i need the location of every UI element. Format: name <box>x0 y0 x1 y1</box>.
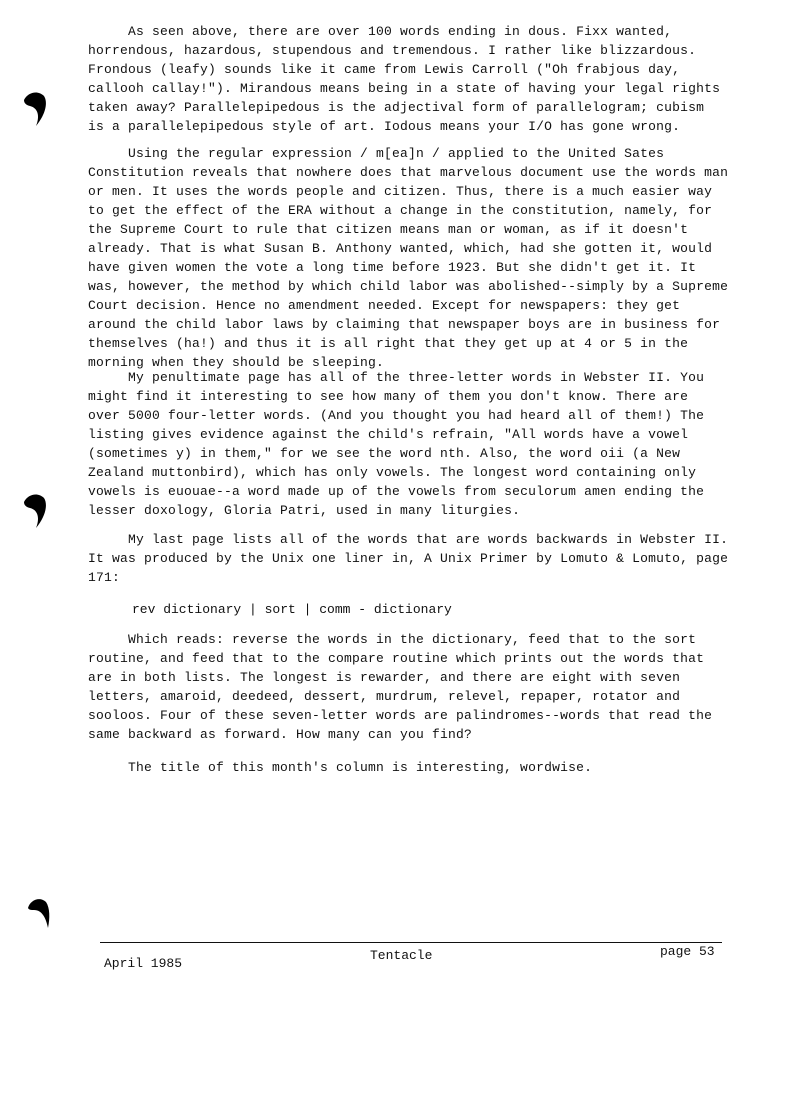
paragraph-dous-words <box>88 22 728 136</box>
text-line: The title of this month's column is interesting, wordwise. <box>128 760 593 775</box>
text-line: are in both lists. The longest is rewarder, and there are eight with seven <box>88 670 681 685</box>
text-line: vowels is euouae--a word made up of the vowels from seculorum amen ending the <box>88 484 705 499</box>
hole-punch-mark-2 <box>22 490 48 530</box>
text-line: was, however, the method by which child labor was abolished--simply by a Supreme <box>88 279 729 294</box>
text-line: listing gives evidence against the child's refrain, "All words have a vowel <box>88 427 689 442</box>
text-line: lesser doxology, Gloria Patri, used in many liturgies. <box>88 503 521 518</box>
text-line: Using the regular expression / m[ea]n / applied to the United Sates <box>128 146 665 161</box>
footer-publication-title: Tentacle <box>370 948 433 963</box>
text-line: over 5000 four-letter words. (And you thought you had heard all of them!) The <box>88 408 705 423</box>
footer-page-number: page 53 <box>660 944 715 959</box>
text-line: might find it interesting to see how many of them you don't know. There are <box>88 389 689 404</box>
text-line: Which reads: reverse the words in the dictionary, feed that to the sort <box>128 632 697 647</box>
text-line: It was produced by the Unix one liner in, A Unix Primer by Lomuto & Lomuto, page <box>88 551 729 566</box>
text-line: As seen above, there are over 100 words ending in dous. Fixx wanted, <box>128 24 673 39</box>
footer-date: April 1985 <box>104 956 183 971</box>
unix-command: rev dictionary | sort | comm - dictionary <box>132 602 452 617</box>
text-line: Frondous (leafy) sounds like it came from Lewis Carroll ("Oh frabjous day, <box>88 62 681 77</box>
text-line: same backward as forward. How many can you find? <box>88 727 473 742</box>
text-line: themselves (ha!) and thus it is all right that they get up at 4 or 5 in the <box>88 336 689 351</box>
text-line: horrendous, hazardous, stupendous and tremendous. I rather like blizzardous. <box>88 43 697 58</box>
text-line: the Supreme Court to rule that citizen means man or woman, as if it doesn't <box>88 222 689 237</box>
paragraph-backwards-words <box>88 530 728 587</box>
text-line: to get the effect of the ERA without a change in the constitution, namely, for <box>88 203 713 218</box>
text-line: or men. It uses the words people and citizen. Thus, there is a much easier way <box>88 184 713 199</box>
hole-punch-mark-1 <box>22 88 48 128</box>
text-line: is a parallelepipedous style of art. Iodous means your I/O has gone wrong. <box>88 119 681 134</box>
footer-rule <box>100 942 722 943</box>
paragraph-which-reads <box>88 630 728 744</box>
text-line: My last page lists all of the words that are words backwards in Webster II. <box>128 532 729 547</box>
text-line: around the child labor laws by claiming that newspaper boys are in business for <box>88 317 721 332</box>
text-line: already. That is what Susan B. Anthony wanted, which, had she gotten it, would <box>88 241 713 256</box>
text-line: morning when they should be sleeping. <box>88 355 385 370</box>
text-line: 171: <box>88 570 121 585</box>
text-line: letters, amaroid, deedeed, dessert, murdrum, relevel, repaper, rotator and <box>88 689 681 704</box>
text-line: (sometimes y) in them," for we see the word nth. Also, the word oii (a New <box>88 446 681 461</box>
text-line: Constitution reveals that nowhere does that marvelous document use the words man <box>88 165 729 180</box>
paragraph-closing <box>88 758 728 777</box>
text-line: Court decision. Hence no amendment needed. Except for newspapers: they get <box>88 298 681 313</box>
text-line: have given women the vote a long time before 1923. But she didn't get it. It <box>88 260 697 275</box>
text-line: taken away? Parallelepipedous is the adjectival form of parallelogram; cubism <box>88 100 705 115</box>
text-line: My penultimate page has all of the three-letter words in Webster II. You <box>128 370 705 385</box>
text-line: sooloos. Four of these seven-letter words are palindromes--words that read the <box>88 708 713 723</box>
hole-punch-mark-3 <box>26 894 52 934</box>
paragraph-webster-words <box>88 368 728 520</box>
text-line: callooh callay!"). Mirandous means being in a state of having your legal rights <box>88 81 721 96</box>
paragraph-constitution <box>88 144 728 372</box>
text-line: routine, and feed that to the compare routine which prints out the words that <box>88 651 705 666</box>
text-line: Zealand muttonbird), which has only vowels. The longest word containing only <box>88 465 697 480</box>
